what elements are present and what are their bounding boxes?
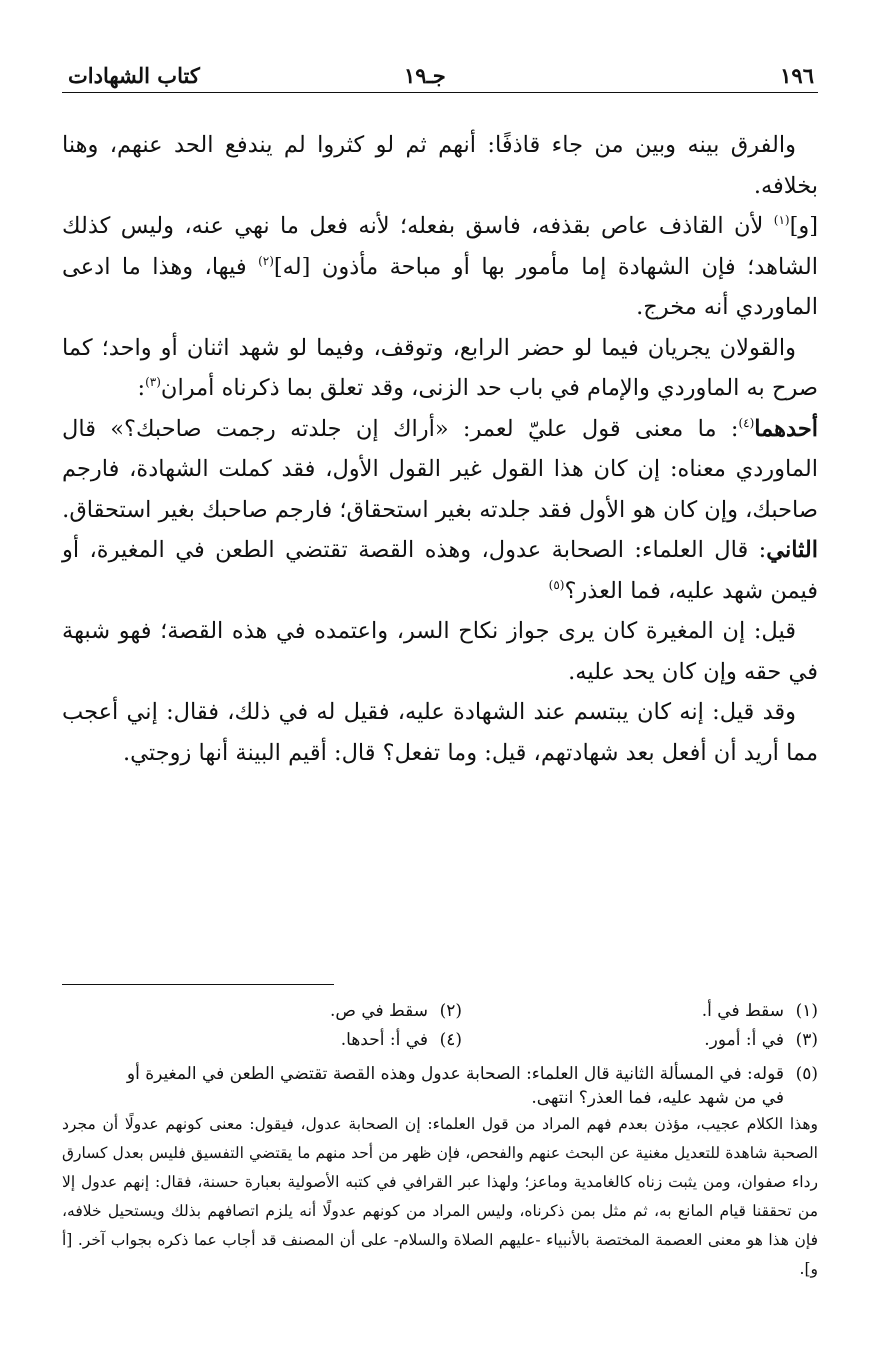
footnote-ref-1: (١)	[773, 213, 790, 227]
paragraph-5	[62, 530, 818, 611]
paragraph-6	[62, 611, 818, 692]
footnote-ref-5: (٥)	[548, 577, 565, 592]
book-title: كتاب الشهادات	[68, 63, 200, 88]
footnote-1-text: سقط في أ.	[701, 1001, 784, 1021]
footnote-5-number: (٥)	[795, 1064, 818, 1084]
paragraph-5-lead: الثاني	[766, 537, 818, 563]
footnote-2	[330, 1000, 462, 1022]
footnote-ref-3: (٣)	[145, 375, 161, 389]
paragraph-1-text: والفرق بينه وبين من جاء قاذفًا: أنهم ثم لو كثروا لم يندفع الحد عنهم، وهنا بخلافه.	[62, 132, 818, 199]
footnote-1	[702, 1000, 818, 1022]
footnote-3	[704, 1029, 818, 1051]
paragraph-4	[62, 409, 818, 531]
paragraph-6-text: قيل: إن المغيرة كان يرى جواز نكاح السر، واعتمده في هذه القصة؛ فهو شبهة في حقه وإن كان يحد عليه.	[62, 618, 818, 685]
volume-number: جـ١٩	[404, 63, 446, 88]
paragraph-3	[62, 328, 818, 409]
paragraph-1	[62, 125, 818, 206]
page-number: ١٩٦	[780, 63, 814, 88]
paragraph-7-text: وقد قيل: إنه كان يبتسم عند الشهادة عليه، فقيل له في ذلك، فقال: إني أعجب مما أريد أن أفعل بعد شهادتهم، قيل: وما تفعل؟ قال: أقيم البينة أنها زوجتي.	[62, 699, 818, 766]
paragraph-3-end: :	[137, 375, 146, 401]
paragraph-2-middle: لأن القاذف عاص بقذفه، فاسق بفعله؛ لأنه فعل ما نهي عنه، وليس كذلك الشاهد؛ فإن الشهادة إما مأمور بها أو مباحة مأذون [له]	[62, 213, 818, 280]
paragraph-5-text: : قال العلماء: الصحابة عدول، وهذه القصة تقتضي الطعن في المغيرة، أو فيمن شهد عليه، فما العذر؟	[62, 537, 818, 604]
paragraph-7	[62, 692, 818, 773]
paragraph-2	[62, 206, 818, 328]
footnote-ref-2: (٢)	[258, 253, 274, 268]
paragraph-4-lead: أحدهما	[754, 415, 818, 442]
footnote-4-number: (٤)	[439, 1030, 462, 1050]
footnote-5-continuation	[62, 1086, 784, 1110]
paragraph-3-text: والقولان يجريان فيما لو حضر الرابع، وتوقف، وفيما لو شهد اثنان أو واحد؛ كما صرح به الماوردي والإمام في باب حد الزنى، وقد تعلق بما ذكرناه أمران	[62, 334, 818, 401]
footnote-5-commentary	[62, 1110, 818, 1284]
footnote-5-body-text: وهذا الكلام عجيب، مؤذن بعدم فهم المراد من قول العلماء: إن الصحابة عدول، فيقول: معنى كونهم عدولًا أن مجرد الصحبة شاهدة للتعديل مغنية عن البحث عنهم والفحص، فإن ظهر من أحد منهم ما يقتضي التفسيق فليس بعدل كسارق رداء صفوان، ومن يثبت زناه كالغامدية وماعز؛ ولهذا عبر القرافي في كتبه الأصولية بعبارة حسنة، فقال: إنهم عدول إلا من تحققنا قيام المانع به، ثم مثل بمن ذكرناه، وليس المراد من كونهم عدولًا أنه يلزم اتصافهم بذلك ويستحيل خلافه، فإن هذا هو معنى العصمة المختصة بالأنبياء -عليهم الصلاة والسلام- على أن المصنف قد أجاب عما ذكره بجواب آخر. [أ و].	[62, 1115, 818, 1278]
footnote-separator	[62, 984, 334, 985]
footnote-2-number: (٢)	[439, 1001, 462, 1021]
running-header	[62, 52, 818, 93]
footnote-3-number: (٣)	[795, 1030, 818, 1050]
paragraph-2-end: فيها، وهذا ما ادعى الماوردي أنه مخرج.	[62, 253, 818, 320]
footnote-1-number: (١)	[795, 1001, 818, 1021]
main-text	[62, 125, 818, 773]
footnote-4	[341, 1029, 462, 1051]
paragraph-2-start: [و]	[789, 213, 818, 239]
footnote-4-text: في أ: أحدها.	[340, 1030, 428, 1050]
footnote-2-text: سقط في ص.	[329, 1001, 428, 1021]
paragraph-4-text: : ما معنى قول عليّ لعمر: «أراك إن جلدته رجمت صاحبك؟» قال الماوردي معناه: إن كان هذا القول غير القول الأول، فقد كملت الشهادة، فارجم صاحبك، وإن كان هو الأول فقد جلدته بغير استحقاق؛ فارجم صاحبك بغير استحقاق.	[62, 415, 818, 523]
footnote-5-cont-text: في من شهد عليه، فما العذر؟ انتهى.	[531, 1088, 784, 1108]
book-page	[62, 52, 818, 1352]
footnote-ref-4: (٤)	[738, 415, 755, 430]
footnote-5-head	[62, 1062, 818, 1086]
footnote-5	[62, 1062, 818, 1284]
footnote-5-head-text: قوله: في المسألة الثانية قال العلماء: الصحابة عدول وهذه القصة تقتضي الطعن في المغيرة أو	[126, 1064, 784, 1084]
footnote-3-text: في أ: أمور.	[704, 1030, 784, 1050]
